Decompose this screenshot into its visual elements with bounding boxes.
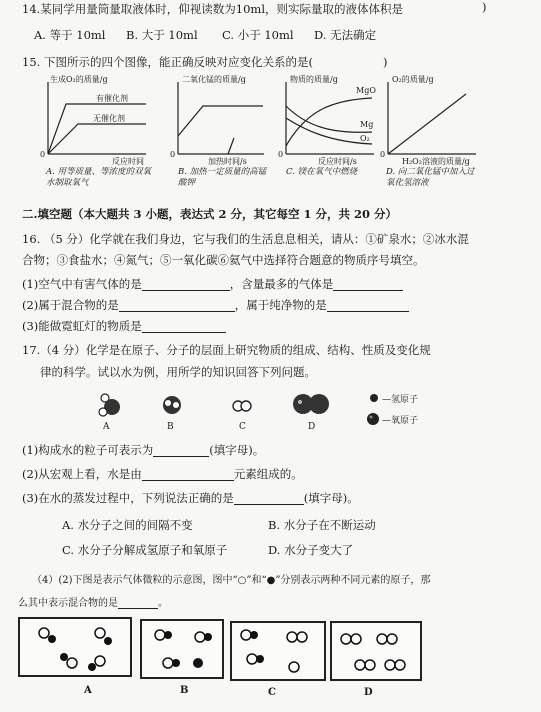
graph-c-xlabel: 反应时间/s	[318, 157, 357, 166]
q15-paren: )	[383, 55, 388, 69]
q17-p4-line2	[18, 594, 168, 609]
graph-c-ylabel: 物质的质量/g	[290, 75, 338, 84]
model-a-icon	[95, 390, 125, 420]
q16-l2-prompt-a: (2)属于混合物的是	[22, 298, 119, 312]
graph-b-caption: B. 加热一定质量的高锰酸钾	[178, 167, 267, 188]
q17-option-a: A. 水分子之间的间隔不变	[62, 518, 193, 532]
graph-b-xlabel: 加热时间/s	[208, 157, 247, 166]
q16-stem-2: 合物；③食盐水；④氮气；⑤一氧化碳⑥氦气中选择符合题意的物质序号填空。	[22, 253, 425, 267]
q17-p2-suffix: 元素组成的。	[233, 467, 303, 481]
q16-line1	[22, 277, 403, 291]
q17-option-b: B. 水分子在不断运动	[268, 518, 376, 532]
particle-box-a	[18, 617, 132, 677]
particle-box-a-svg	[20, 619, 130, 675]
model-b-icon	[160, 394, 188, 416]
q17-blank-4[interactable]	[118, 608, 158, 609]
q16-blank-4[interactable]	[327, 311, 409, 312]
q15-stem: 15. 下图所示的四个图像，能正确反映对应变化关系的是(	[22, 55, 313, 69]
particle-box-a-label: A	[84, 685, 92, 696]
q14-option-a: A. 等于 10ml	[34, 28, 106, 42]
graph-c-curve1: MgO	[356, 86, 376, 95]
model-b-label: B	[167, 422, 174, 432]
q16-line3	[22, 319, 226, 333]
q16-blank-1[interactable]	[142, 290, 230, 291]
q17-p1	[22, 443, 264, 457]
q17-p1-suffix: (填字母)。	[209, 443, 265, 457]
q17-blank-3[interactable]	[234, 504, 304, 505]
model-a-label: A	[103, 422, 110, 432]
particle-box-d-svg	[332, 623, 420, 679]
section2-title: 二.填空题（本大题共 3 小题，表达式 2 分，其它每空 1 分，共 20 分）	[22, 207, 398, 221]
graph-c-curve2: Mg	[360, 120, 374, 129]
q17-option-c: C. 水分子分解成氢原子和氧原子	[62, 543, 228, 557]
q17-p2-prompt: (2)从宏观上看，水是由	[22, 467, 142, 481]
particle-box-d-label: D	[364, 687, 373, 698]
model-d-icon	[292, 392, 332, 416]
model-c-icon	[230, 398, 254, 414]
q16-blank-5[interactable]	[142, 332, 226, 333]
graph-d-ylabel: O₂的质量/g	[392, 75, 434, 84]
q17-p1-prompt: (1)构成水的粒子可表示为	[22, 443, 154, 457]
q16-l3-prompt-a: (3)能做霓虹灯的物质是	[22, 319, 142, 333]
graph-a-curve2: 无催化剂	[93, 114, 125, 123]
graph-a	[38, 75, 148, 166]
q14-option-d: D. 无法确定	[314, 28, 377, 42]
particle-box-c	[230, 621, 326, 681]
graph-c-curve3: O₂	[360, 134, 370, 143]
q16-blank-2[interactable]	[333, 290, 403, 291]
q17-p3-suffix: (填字母)。	[303, 491, 359, 505]
model-c-label: C	[239, 422, 246, 432]
graph-a-ylabel: 生成O₂的质量/g	[50, 75, 108, 84]
particle-box-d	[330, 621, 422, 681]
particle-box-b-label: B	[180, 685, 189, 696]
q17-blank-2[interactable]	[142, 480, 234, 481]
q16-l1-prompt-a: (1)空气中有害气体的是	[22, 277, 142, 291]
legend-hydrogen: —氢原子	[382, 395, 419, 405]
particle-box-b-svg	[142, 621, 222, 677]
graph-a-xlabel: 反应时间	[112, 157, 144, 166]
graph-c-origin: 0	[278, 150, 284, 159]
oxygen-atom-icon	[366, 412, 380, 426]
q16-blank-3[interactable]	[119, 311, 235, 312]
model-d-label: D	[308, 422, 316, 432]
q14-option-c: C. 小于 10ml	[222, 28, 294, 42]
graph-d-svg	[378, 76, 478, 156]
graph-d-origin: 0	[380, 150, 386, 159]
q16-l2-prompt-b: ，属于纯净物的是	[234, 298, 327, 312]
q16-l1-prompt-b: ，含量最多的气体是	[229, 277, 334, 291]
q17-p4: （4）(2)下图是表示气体微粒的示意图，图中“○”和“●”分别表示两种不同元素的原子，那	[32, 575, 431, 586]
q17-p4-prompt: 么其中表示混合物的是	[18, 598, 118, 609]
q17-blank-1[interactable]	[153, 456, 209, 457]
graph-b-origin: 0	[170, 150, 176, 159]
graph-a-origin: 0	[40, 150, 46, 159]
legend-oxygen: —氧原子	[382, 416, 419, 426]
hydrogen-atom-icon	[369, 393, 379, 403]
graph-a-caption: A. 用等质量、等浓度的双氧水制取氧气	[46, 167, 152, 188]
q17-stem-1: 17.（4 分）化学是在原子、分子的层面上研究物质的组成、结构、性质及变化规	[22, 343, 431, 357]
q14-option-b: B. 大于 10ml	[126, 28, 198, 42]
graph-b-svg	[168, 76, 268, 156]
graph-c-caption: C. 镁在氧气中燃烧	[286, 167, 358, 177]
graph-d-caption: D. 向二氧化锰中加入过氧化氢溶液	[386, 167, 475, 188]
q17-option-d: D. 水分子变大了	[268, 543, 354, 557]
particle-box-c-label: C	[268, 687, 276, 698]
graph-b	[168, 75, 268, 166]
q17-stem-2: 律的科学。试以水为例，用所学的知识回答下列问题。	[40, 365, 316, 379]
particle-box-b	[140, 619, 224, 679]
q17-p3-prompt: (3)在水的蒸发过程中，下列说法正确的是	[22, 491, 234, 505]
q17-p3	[22, 491, 359, 505]
q14-paren: )	[482, 0, 487, 14]
graph-d	[378, 75, 478, 166]
q14-stem: 14.某同学用量筒量取液体时，仰视读数为10ml，则实际量取的液体体积是	[22, 2, 404, 16]
q16-stem-1: 16. （5 分）化学就在我们身边，它与我们的生活息息相关，请从：①矿泉水；②冰水混	[22, 232, 469, 246]
q17-p2	[22, 467, 303, 481]
q17-p4-period: 。	[158, 598, 168, 609]
graph-b-ylabel: 二氧化锰的质量/g	[182, 75, 246, 84]
graph-d-xlabel: H₂O₂溶液的质量/g	[402, 157, 470, 166]
particle-box-c-svg	[232, 623, 324, 679]
q16-line2	[22, 298, 409, 312]
graph-a-curve1: 有催化剂	[96, 94, 128, 103]
graph-c	[276, 75, 376, 166]
